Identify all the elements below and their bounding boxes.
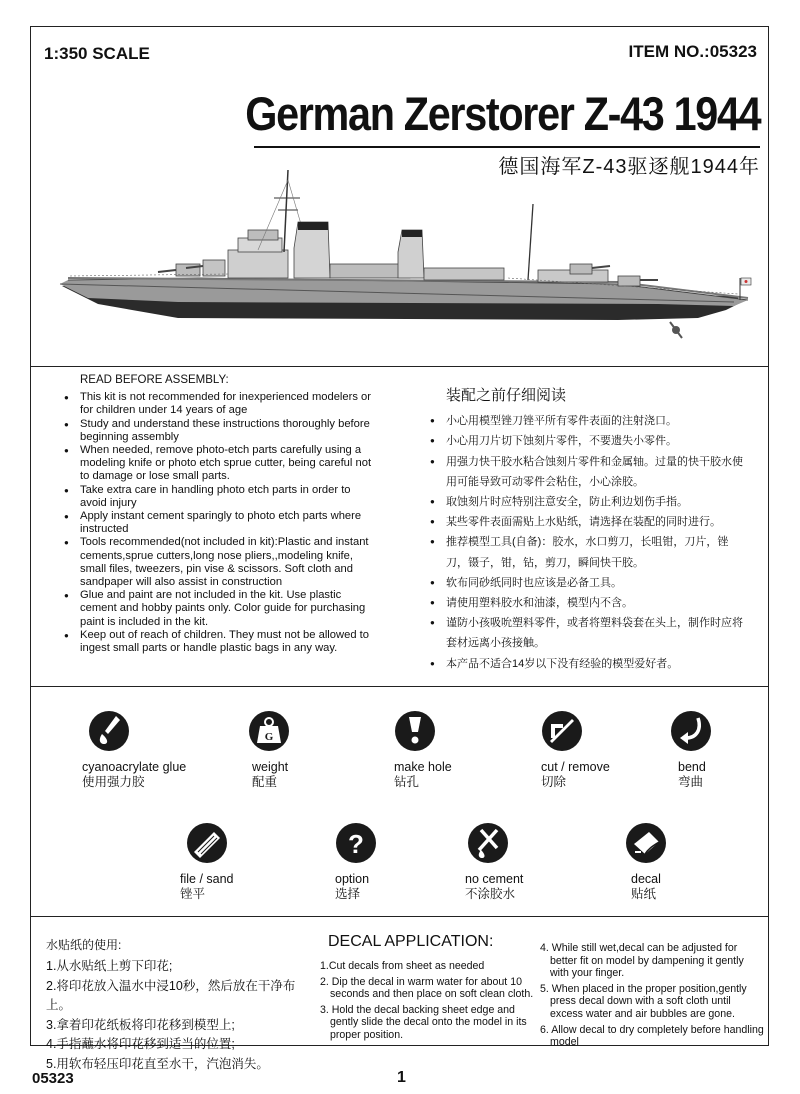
- list-item: 4. While still wet,decal can be adjusted for better fit on model by dampening it gently with your finger.: [540, 942, 744, 980]
- divider-assembly: [30, 686, 769, 687]
- list-item: ● When needed, remove photo-etch parts carefully using a modeling knife or photo etch sprue cutter, being careful not to damage or lose small parts.: [58, 444, 378, 484]
- legend-label-en: no cement: [465, 872, 524, 886]
- assembly-notes-cn: [420, 386, 750, 674]
- legend-label-cn: 弯曲: [678, 775, 704, 789]
- list-item: ● 用强力快干胶水粘合蚀刻片零件和金属轴。过量的快干胶水使用可能导致可动零件会粘住，小心涂胶。: [420, 452, 750, 492]
- legend-label-en: cyanoacrylate glue: [82, 760, 187, 774]
- list-item: 4.手指蘸水将印花移到适当的位置;: [46, 1037, 235, 1051]
- legend-label-cn: 切除: [541, 775, 567, 789]
- weight-glyph: G: [264, 731, 274, 743]
- item-number: ITEM NO.:05323: [628, 42, 757, 61]
- divider-header: [30, 366, 769, 367]
- legend-bend: [678, 710, 712, 790]
- list-item: ● 取蚀刻片时应特别注意安全，防止利边划伤手指。: [420, 492, 750, 512]
- assembly-list-en: [58, 391, 378, 655]
- list-item: ● This kit is not recommended for inexperienced modelers or for children under 14 years of age: [58, 391, 378, 417]
- legend-file-sand: [180, 822, 234, 902]
- decal-icon: [625, 822, 667, 864]
- list-item: 1.从水贴纸上剪下印花;: [46, 959, 173, 973]
- list-item: ● 小心用模型锉刀锉平所有零件表面的注射浇口。: [420, 411, 750, 431]
- legend-label-en: bend: [678, 760, 706, 774]
- destroyer-illustration: [58, 160, 758, 350]
- list-item: 6. Allow decal to dry completely before handling model: [540, 1023, 764, 1049]
- page-subtitle-cn: 德国海军Z-43驱逐舰1944年: [498, 156, 760, 178]
- list-item: 2. Dip the decal in warm water for about 10 seconds and then place on soft clean cloth.: [320, 975, 534, 1001]
- legend-label-cn: 不涂胶水: [465, 887, 516, 901]
- legend-make-hole: [394, 710, 452, 790]
- list-item: 2.将印花放入温水中浸10秒，然后放在干净布上。: [46, 978, 296, 1012]
- weight-icon: [248, 710, 290, 752]
- list-item: ● Study and understand these instructions thoroughly before beginning assembly: [58, 418, 378, 444]
- file-sand-icon: [186, 822, 228, 864]
- decal-title-cn: 水贴纸的使用:: [46, 938, 122, 952]
- option-glyph: ?: [348, 829, 364, 859]
- legend-label-cn: 锉平: [180, 887, 206, 901]
- no-cement-icon: [467, 822, 509, 864]
- list-item: 5. When placed in the proper position,gently press decal down with a soft cloth until excess water and air bubbles are gone.: [540, 982, 747, 1020]
- decal-steps-en-col1: [320, 960, 535, 1045]
- list-item: ● Glue and paint are not included in the kit. Use plastic cement and hobby paints only. Color guide for purchasing paint is included in the kit.: [58, 589, 378, 629]
- list-item: 5.用软布轻压印花直至水干，汽泡消失。: [46, 1056, 269, 1071]
- list-item: ● 小心用刀片切下蚀刻片零件，不要遗失小零件。: [420, 431, 750, 451]
- list-item: 3. Hold the decal backing sheet edge and gently slide the decal onto the model in its proper position.: [320, 1003, 527, 1041]
- legend-weight: [252, 710, 290, 790]
- page-title: German Zerstorer Z-43 1944: [244, 87, 760, 140]
- legend-label-en: file / sand: [180, 872, 234, 886]
- list-item: ● 某些零件表面需贴上水贴纸，请选择在装配的同时进行。: [420, 512, 750, 532]
- legend-label-cn: 使用强力胶: [82, 775, 145, 789]
- assembly-notes-en: [58, 374, 378, 655]
- title-underline: [254, 146, 760, 148]
- assembly-list-cn: [420, 411, 750, 674]
- divider-icons: [30, 916, 769, 917]
- list-item: ● Apply instant cement sparingly to photo etch parts where instructed: [58, 510, 378, 536]
- legend-label-en: cut / remove: [541, 760, 610, 774]
- legend-decal: [631, 822, 667, 902]
- list-item: ● Tools recommended(not included in kit):Plastic and instant cements,sprue cutters,long nose pliers,,modeling knife, small files, tweezers, pin vise & scissors. Soft cloth and sandpaper will also assist in construction: [58, 536, 378, 589]
- list-item: ● 请使用塑料胶水和油漆，模型内不含。: [420, 593, 750, 613]
- legend-label-en: weight: [252, 760, 289, 774]
- legend-no-cement: [465, 822, 523, 902]
- legend-cut-remove: [541, 710, 610, 790]
- list-item: ● Take extra care in handling photo etch parts in order to avoid injury: [58, 484, 378, 510]
- list-item: 3.拿着印花纸板将印花移到模型上;: [46, 1017, 235, 1032]
- assembly-heading-en: READ BEFORE ASSEMBLY:: [80, 374, 229, 386]
- list-item: ● 本产品不适合14岁以下没有经验的模型爱好者。: [420, 654, 750, 674]
- footer-item-number: 05323: [32, 1070, 74, 1087]
- drill-hole-icon: [394, 710, 436, 752]
- legend-label-cn: 钻孔: [394, 775, 420, 789]
- legend-label-cn: 选择: [335, 887, 361, 901]
- legend-label-cn: 配重: [252, 775, 278, 789]
- list-item: ● 推荐模型工具(自备)：胶水，水口剪刀，长咀钳，刀片，锉刀，镊子，钳，钻，剪刀，瞬间快干胶。: [420, 532, 750, 572]
- page-number: 1: [397, 1069, 406, 1086]
- cut-remove-icon: [541, 710, 583, 752]
- bend-arrow-icon: [670, 710, 712, 752]
- list-item: ● 软布同砂纸同时也应该是必备工具。: [420, 573, 750, 593]
- scale-label: 1:350 SCALE: [44, 44, 150, 63]
- list-item: 1.Cut decals from sheet as needed: [320, 960, 485, 972]
- decal-steps-cn: [46, 957, 316, 1074]
- legend-label-en: option: [335, 872, 370, 886]
- list-item: ● Keep out of reach of children. They must not be allowed to ingest small parts or handle plastic bags in any way.: [58, 629, 378, 655]
- glue-drop-icon: [88, 710, 130, 752]
- assembly-heading-cn: 装配之前仔细阅读: [446, 387, 567, 404]
- legend-label-en: decal: [631, 872, 661, 886]
- list-item: ● 谨防小孩吸吮塑料零件，或者将塑料袋套在头上，制作时应将套材远离小孩接触。: [420, 613, 750, 653]
- legend-label-cn: 贴纸: [631, 887, 657, 901]
- option-question-icon: [335, 822, 377, 864]
- decal-title-en: DECAL APPLICATION:: [328, 933, 494, 950]
- legend-glue: [82, 710, 186, 790]
- decal-steps-en-col2: [540, 942, 765, 1052]
- legend-label-en: make hole: [394, 760, 452, 774]
- legend-option: [335, 822, 377, 902]
